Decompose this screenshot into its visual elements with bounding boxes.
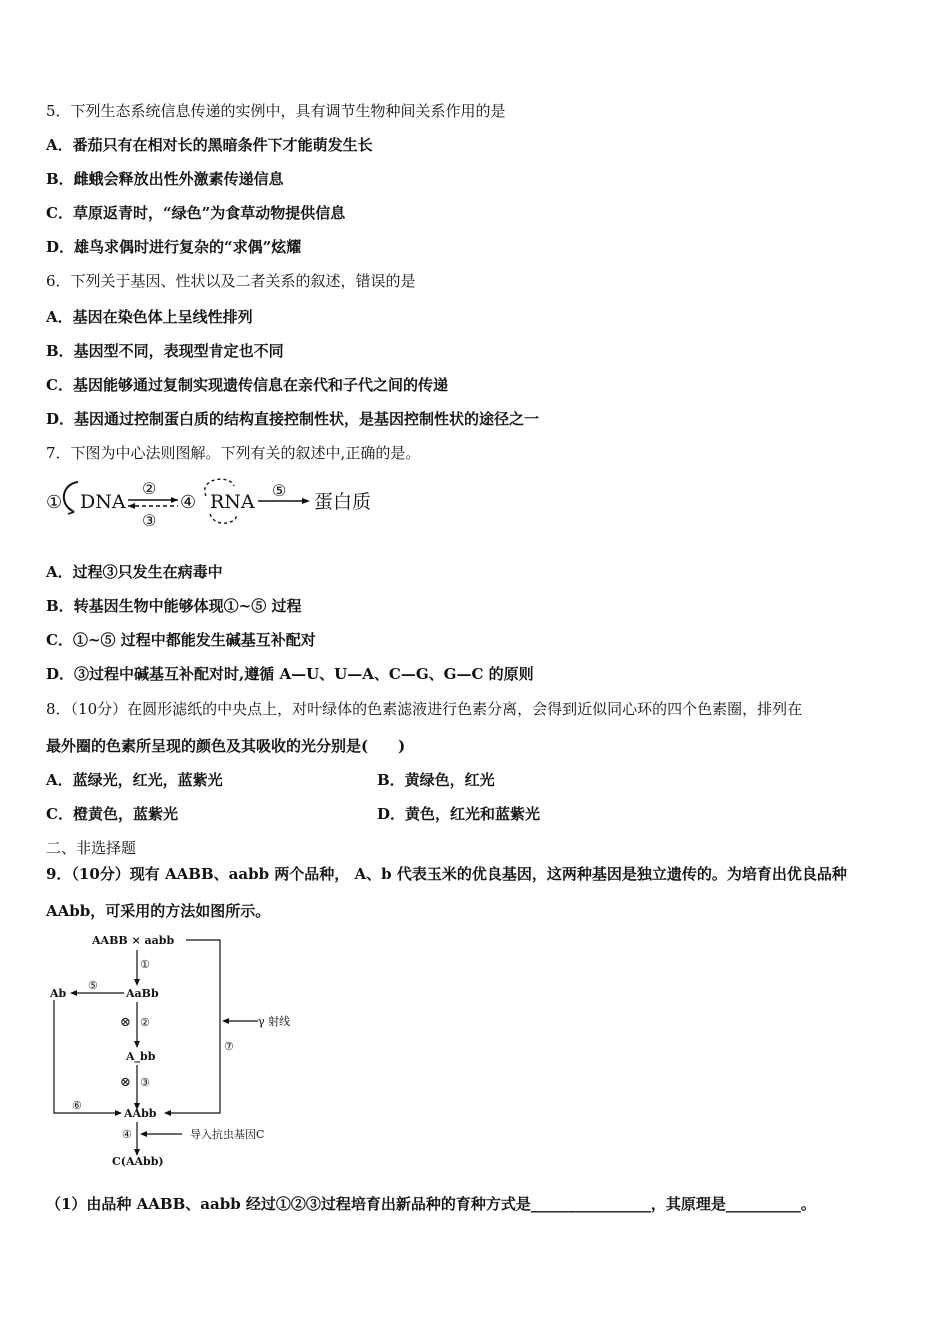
q7-option-b: B．转基因生物中能够体现①~⑤ 过程	[46, 597, 302, 615]
step5-label: ⑤	[88, 979, 98, 992]
step3-label: ③	[140, 1076, 150, 1089]
q8-stem-line2: 最外圈的色素所呈现的颜色及其吸收的光分别是( )	[46, 737, 406, 755]
q5-option-d: D．雄鸟求偶时进行复杂的“求偶”炫耀	[46, 238, 302, 256]
arrowhead-icon	[302, 498, 310, 504]
arrowhead-icon	[134, 979, 140, 986]
q8-option-d: D．黄色，红光和蓝紫光	[377, 805, 541, 823]
central-dogma-label-2: ②	[142, 479, 157, 498]
central-dogma-label-5: ⑤	[272, 481, 287, 500]
step4-label: ④	[122, 1128, 132, 1141]
q9-stem-line2: AAbb，可采用的方法如图所示。	[46, 902, 271, 920]
section-title: 二、非选择题	[46, 839, 137, 857]
q8-option-a: A．蓝绿光，红光，蓝紫光	[46, 771, 223, 789]
arrowhead-icon	[222, 1018, 229, 1024]
dna-replication-arc	[64, 482, 78, 512]
f1-label: AaBb	[126, 987, 159, 1000]
step1-label: ①	[140, 958, 150, 971]
a-bb-label: A_bb	[126, 1050, 156, 1063]
q6-option-d: D．基因通过控制蛋白质的结构直接控制性状，是基因控制性状的途径之一	[46, 410, 540, 428]
arrowhead-icon	[171, 497, 178, 503]
step7-label: ⑦	[224, 1040, 234, 1053]
q6-option-b: B．基因型不同，表现型肯定也不同	[46, 342, 284, 360]
rna-label: RNA	[210, 491, 255, 513]
gamma-label: γ 射线	[258, 1015, 291, 1028]
arrowhead-icon	[140, 1131, 147, 1137]
q6-option-a: A．基因在染色体上呈线性排列	[46, 308, 253, 326]
parents-label: AABB × aabb	[92, 934, 175, 947]
step6-label: ⑥	[72, 1099, 82, 1112]
step6-arrow	[54, 1000, 120, 1113]
q9-stem-line1: 9．（10分）现有 AABB、aabb 两个品种， A、b 代表玉米的优良基因，这两种基因是独立遗传的。为培育出优良品种	[46, 865, 847, 883]
q7-option-d: D．③过程中碱基互补配对时,遵循 A—U、U—A、C—G、G—C 的原则	[46, 665, 534, 683]
arrowhead-icon	[164, 1110, 171, 1116]
q5-option-a: A．番茄只有在相对长的黑暗条件下才能萌发生长	[46, 136, 373, 154]
selfing-icon-2: ⊗	[120, 1075, 131, 1090]
dna-label: DNA	[80, 491, 126, 513]
insect-gene-label: 导入抗虫基因C	[190, 1128, 265, 1141]
step7-arrow	[166, 940, 220, 1113]
q7-stem: 7．下图为中心法则图解。下列有关的叙述中,正确的是。	[46, 444, 421, 462]
q8-option-c: C．橙黄色，蓝紫光	[46, 805, 178, 823]
protein-label: 蛋白质	[314, 491, 372, 513]
central-dogma-label-3: ③	[142, 511, 157, 530]
arrowhead-icon	[115, 1110, 122, 1116]
step2-label: ②	[140, 1016, 150, 1029]
q5-option-c: C．草原返青时，“绿色”为食草动物提供信息	[46, 204, 346, 222]
selfing-icon-1: ⊗	[120, 1015, 131, 1030]
q6-option-c: C．基因能够通过复制实现遗传信息在亲代和子代之间的传递	[46, 376, 448, 394]
final-label: C(AAbb)	[112, 1155, 164, 1168]
q7-option-c: C．①~⑤ 过程中都能发生碱基互补配对	[46, 631, 316, 649]
q8-option-b: B．黄绿色，红光	[377, 771, 495, 789]
target-label: AAbb	[124, 1107, 157, 1120]
q8-stem-line1: 8．（10分）在圆形滤纸的中央点上，对叶绿体的色素滤液进行色素分离，会得到近似同心环的四个色素圈，排列在	[46, 700, 803, 718]
q5-option-b: B．雌蛾会释放出性外激素传递信息	[46, 170, 284, 188]
q7-option-a: A．过程③只发生在病毒中	[46, 563, 223, 581]
central-dogma-label-4: ④	[180, 492, 197, 513]
q5-stem: 5．下列生态系统信息传递的实例中，具有调节生物种间关系作用的是	[46, 102, 506, 120]
rna-replication-arc-lower	[210, 514, 236, 523]
arrowhead-icon	[70, 990, 77, 996]
central-dogma-label-1: ①	[46, 492, 63, 513]
q9-sub1: （1）由品种 AABB、aabb 经过①②③过程培育出新品种的育种方式是________________，其原理是__________。	[46, 1195, 816, 1213]
q6-stem: 6．下列关于基因、性状以及二者关系的叙述，错误的是	[46, 272, 416, 290]
breeding-diagram	[44, 928, 294, 1168]
arrowhead-icon	[134, 1041, 140, 1048]
arrowhead-icon	[128, 503, 135, 509]
haploid-label: Ab	[50, 987, 67, 1000]
central-dogma-figure	[44, 472, 384, 532]
